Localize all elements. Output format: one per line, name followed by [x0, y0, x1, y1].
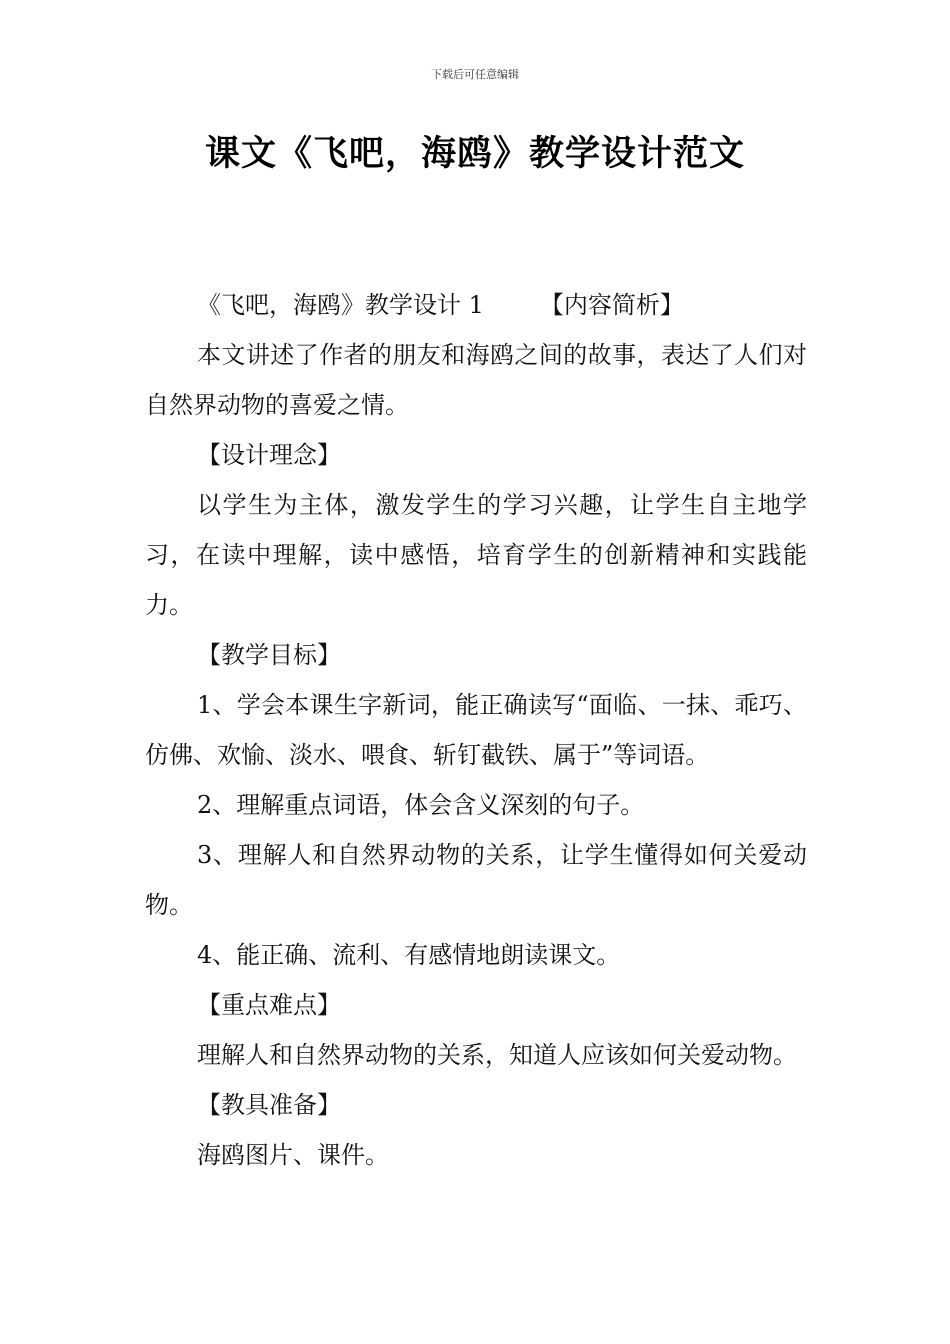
document-title: 课文《飞吧，海鸥》教学设计范文	[204, 134, 745, 174]
goal-item-1: 1、学会本课生字新词，能正确读写“面临、一抹、乖巧、仿佛、欢愉、淡水、喂食、斩钉截铁、属于”等词语。	[145, 691, 807, 769]
section-heading-content: 【内容简析】	[539, 291, 684, 319]
paragraph-key-points: 理解人和自然界动物的关系，知道人应该如何关爱动物。	[197, 1041, 797, 1069]
goal-item-3: 3、理解人和自然界动物的关系，让学生懂得如何关爱动物。	[145, 841, 807, 919]
section-heading-design-concept: 【设计理念】	[197, 441, 341, 469]
paragraph-materials: 海鸥图片、课件。	[197, 1141, 389, 1169]
section-heading-key-points: 【重点难点】	[197, 991, 341, 1019]
section-heading-teaching-goals: 【教学目标】	[197, 641, 341, 669]
paragraph-content-summary: 本文讲述了作者的朋友和海鸥之间的故事，表达了人们对自然界动物的喜爱之情。	[145, 341, 807, 419]
section-heading-materials: 【教具准备】	[197, 1091, 341, 1119]
header-note: 下载后可任意编辑	[431, 68, 519, 81]
document-body	[145, 280, 807, 1180]
intro-line	[145, 280, 807, 330]
design-label: 《飞吧，海鸥》教学设计 1	[197, 291, 484, 319]
paragraph-design-concept: 以学生为主体，激发学生的学习兴趣，让学生自主地学习，在读中理解，读中感悟，培育学生的创新精神和实践能力。	[145, 491, 807, 619]
goal-item-2: 2、理解重点词语，体会含义深刻的句子。	[197, 791, 645, 819]
goal-item-4: 4、能正确、流利、有感情地朗读课文。	[197, 941, 621, 969]
